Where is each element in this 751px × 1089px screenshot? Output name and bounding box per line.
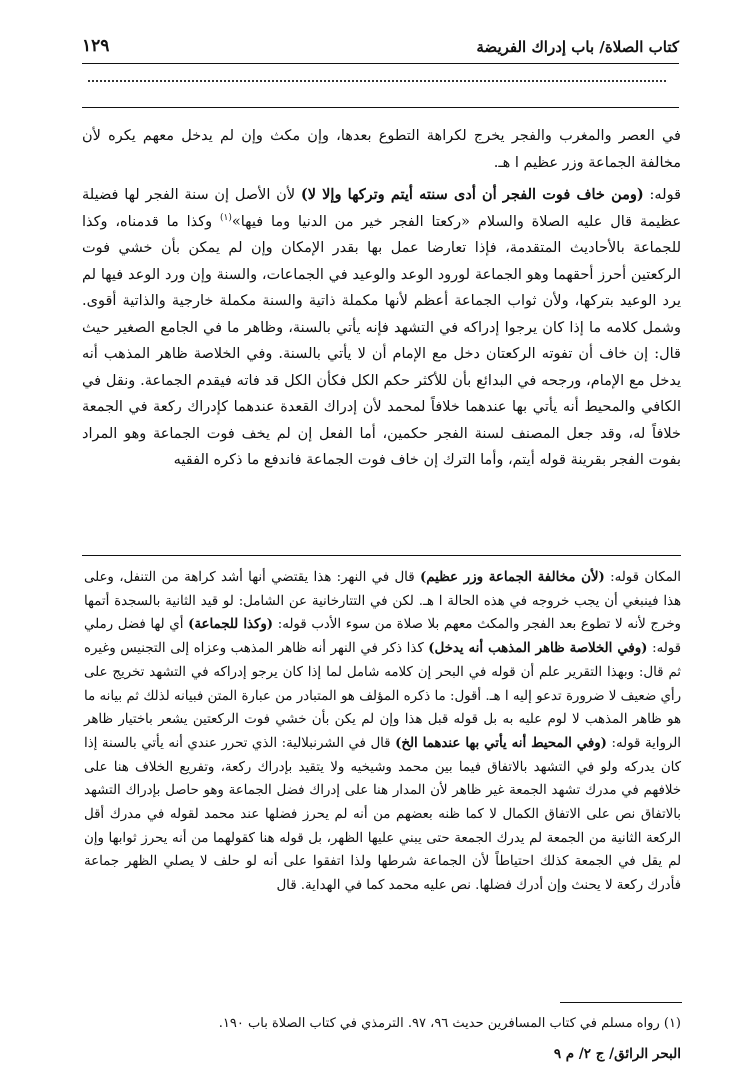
main-text-segment: لأن الأصل إن سنة الفجر لها فضيلة عظيمة قال عليه الصلاة والسلام «ركعتا الفجر خير من الدنيا وما فيها» <box>82 187 681 230</box>
dotted-separator <box>88 80 666 82</box>
commentary-separator <box>82 555 681 556</box>
commentary-text <box>84 566 681 898</box>
lead-word: قوله: <box>643 187 681 203</box>
top-text-rule <box>82 107 679 108</box>
commentary-quote: (وفي الخلاصة ظاهر المذهب أنه يدخل) <box>428 641 648 657</box>
commentary-paragraph <box>84 566 681 898</box>
footnote-ref: (١) <box>219 212 232 223</box>
main-paragraph-2 <box>82 182 681 474</box>
footnote-rule <box>560 1002 682 1003</box>
header-title: كتاب الصلاة/ باب إدراك الفريضة <box>476 38 679 56</box>
commentary-quote: (لأن مخالفة الجماعة وزر عظيم) <box>419 570 605 585</box>
main-paragraph-1: في العصر والمغرب والفجر يخرج لكراهة التطوع بعدها، وإن مكث وإن لم يدخل معهم يكره لأن مخالفة الجماعة وزر عظيم ا هـ. <box>82 128 681 171</box>
main-text-segment: وكذا ما قدمناه، وكذا للجماعة بالأحاديث المتقدمة، فإذا تعارضا عمل بها بقدر الإمكان وإن لم يمكن بأن خشي فوت الركعتين أحرز أحقهما وهو الجماعة لورود الوعد والوعيد في الجماعات، والسنة وإن ورد الوعد فيها لم يرد الوعيد بتركها، ولأن ثواب الجماعة أعظم لأنها مكملة ذاتية والسنة مكملة خارجية والذاتية أقوى. وشمل كلامه ما إذا كان يرجوا إدراكه في التشهد فإنه يأتي بالسنة، وظاهر ما في الجامع الصغير حيث قال: إن خاف أن تفوته الركعتان دخل مع الإمام أن لا يأتي بالسنة. وفي الخلاصة ظاهر المذهب أنه يدخل مع الإمام، ورجحه في البدائع بأن للأكثر حكم الكل فكأن الكل قد فاته فيقدم الجماعة. ونقل في الكافي والمحيط أنه يأتي بها عندهما خلافاً لمحمد لأن إدراك القعدة عندهما كإدراك ركعة في الجمعة خلافاً له، وقد جعل المصنف لسنة الفجر حكمين، أما الفعل إن لم يخف فوت الجماعة وهو المراد بفوت الفجر بقرينة قوله أيتم، وأما الترك إن خاف فوت الجماعة فاندفع ما ذكره الفقيه <box>82 213 681 468</box>
commentary-quote: (وكذا للجماعة) <box>188 617 274 633</box>
printer-signature: البحر الرائق/ ج ٢/ م ٩ <box>553 1046 681 1062</box>
matn-quote: (ومن خاف فوت الفجر أن أدى سنته أيتم وتركها وإلا لا) <box>300 186 644 203</box>
header-rule <box>82 63 679 64</box>
page-number: ١٢٩ <box>82 36 110 56</box>
commentary-segment: قال في الشرنبلالية: الذي تحرر عندي أنه يأتي بالسنة إذا كان يدركه ولو في التشهد بالاتفاق فيما بين محمد وشيخيه ولا يتقيد بإدراك ركعة، وتفريع الخلاف هنا على خلافهم في مدرك تشهد الجمعة غير ظاهر لأن المدار هنا على إدراك فضل الجماعة وهو حاصل بإدراك التشهد بالاتفاق نص على الاتفاق الكمال لا كما ظنه بعضهم من أنه لم يحرز فضلها عند محمد لقوله في مدرك أقل الركعة الثانية من الجمعة لم يدرك الجمعة حتى يبني عليها الظهر، بل قوله هنا كقولهما من أنه يحرز ثوابها وإن لم يقل في الجمعة كذلك احتياطاً لأن الجماعة شرطها ولذا اتفقوا على أنه لو حلف لا يصلي الظهر جماعة فأدرك ركعة لا يحنث وإن أدرك فضلها. نص عليه محمد كما في الهداية. قال <box>84 735 681 894</box>
commentary-segment: المكان قوله: <box>604 570 681 585</box>
main-text <box>82 123 681 474</box>
running-header <box>82 38 679 64</box>
footnote: (١) رواه مسلم في كتاب المسافرين حديث ٩٦، ٩٧. الترمذي في كتاب الصلاة باب ١٩٠. <box>218 1016 681 1031</box>
commentary-quote: (وفي المحيط أنه يأتي بها عندهما الخ) <box>395 735 607 751</box>
commentary-segment: كذا ذكر في النهر أنه ظاهر المذهب وعزاه إلى التجنيس وغيره ثم قال: وبهذا التقرير علم أن قوله في البحر إن كلامه شامل لما إذا كان يرجو إدراكه في التشهد تخريج على رأي ضعيف لا ضرورة تدعو إليه ا هـ. أقول: ما ذكره المؤلف هو المتبادر من عبارة المتن فبيانه لذلك ثم بيانه ما هو ظاهر المذهب لا لوم عليه به بل قوله قبل هذا وإن لم يكن بأن خشي فوت الركعتين يشعر باختيار ظاهر الرواية قوله: <box>84 641 681 751</box>
commentary-segment: قال في النهر: هذا يقتضي أنها أشد كراهة من التنفل، وعلى هذا فينبغي أن يجب خروجه في هذه الحالة ا هـ. لكن في التتارخانية عن الشامل: لو قيد الثانية بالسجدة أتمها وخرج لأنه لا تطوع بعد الفجر والمكث معهم بلا صلاة من سوء الأدب قوله: <box>84 570 681 633</box>
commentary-segment: أي لها فضل رملي قوله: <box>84 617 681 657</box>
